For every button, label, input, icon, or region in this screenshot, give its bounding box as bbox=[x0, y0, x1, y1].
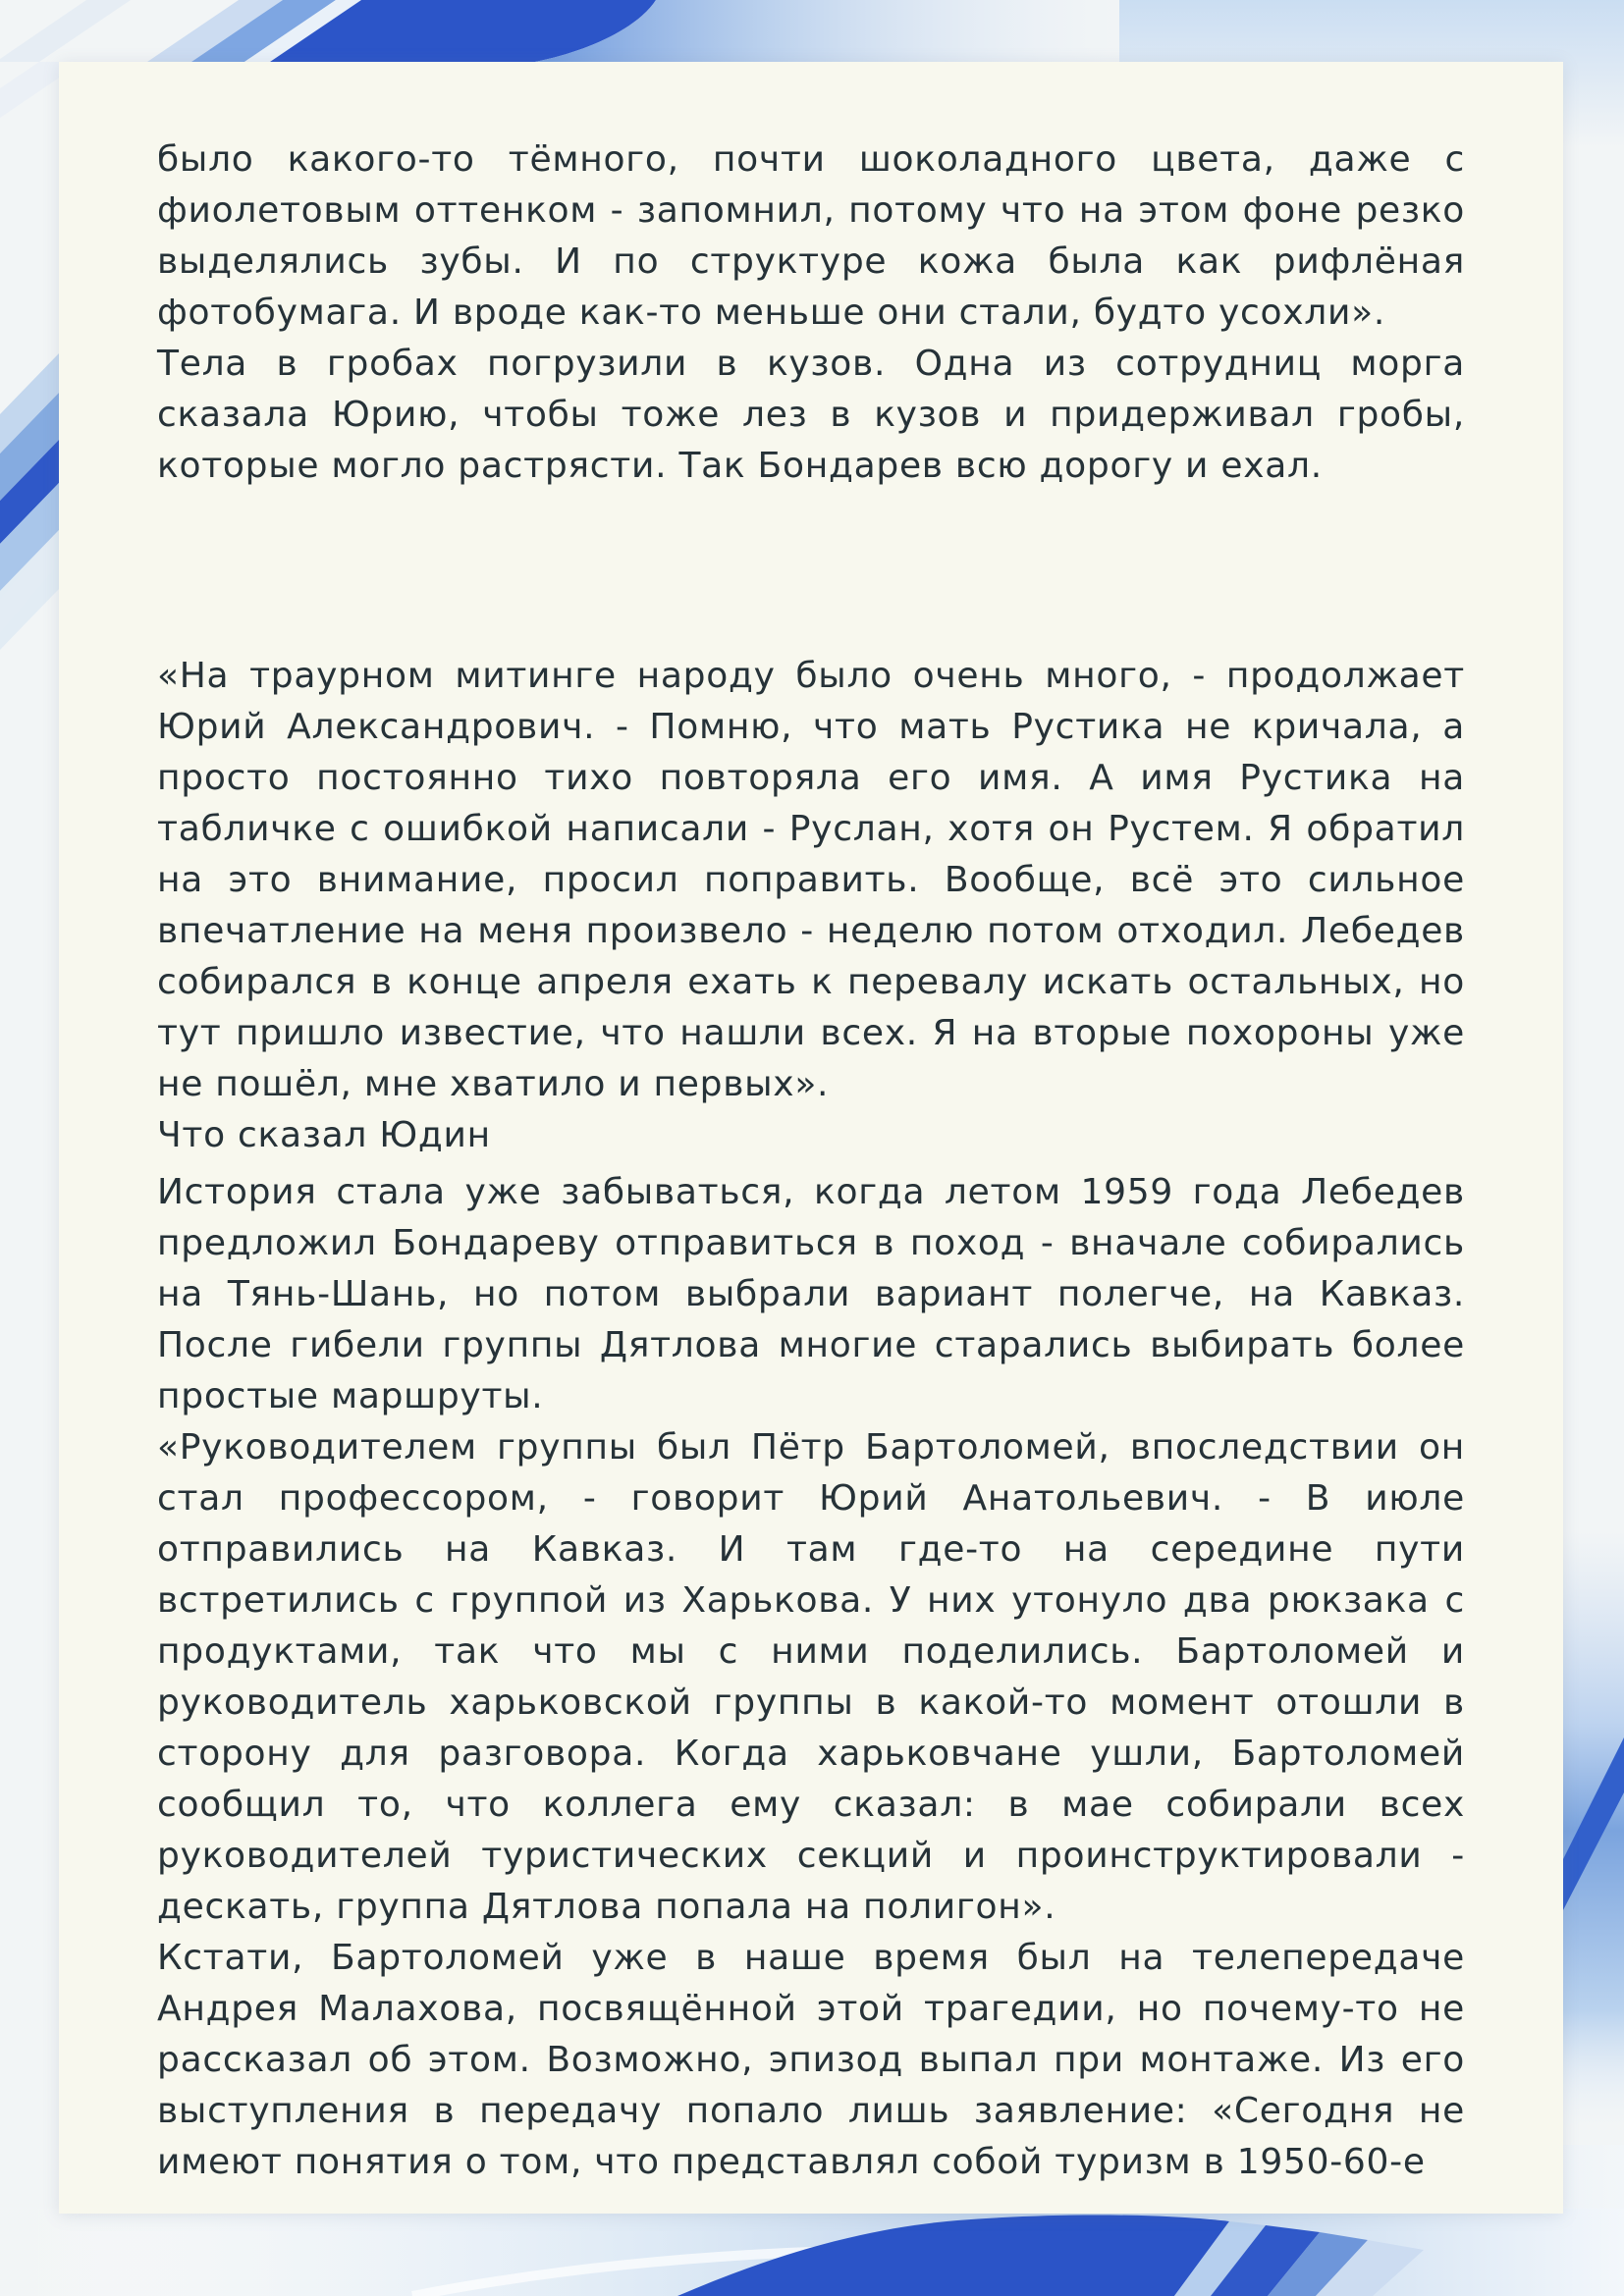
paragraph: История стала уже забываться, когда летом 1959 года Лебедев предложил Бондареву отправиться в поход - вначале собирались на Тянь-Шань, но потом выбрали вариант полегче, на Кавказ. После гибели группы Дятлова многие старались выбирать более простые маршруты. bbox=[157, 1172, 1465, 1416]
paragraph: Тела в гробах погрузили в кузов. Одна из сотрудниц морга сказала Юрию, чтобы тоже лез в кузов и придерживал гробы, которые могло растрясти. Так Бондарев всю дорогу и ехал. bbox=[157, 344, 1465, 486]
left-ribbon-decoration bbox=[0, 353, 59, 650]
section-heading: Что сказал Юдин bbox=[157, 1115, 491, 1155]
paragraph: было какого-то тёмного, почти шоколадного цвета, даже с фиолетовым оттенком - запомнил, потому что на этом фоне резко выделялись зубы. И по структуре кожа была как рифлёная фотобумага. И вроде как-то меньше они стали, будто усохли». bbox=[157, 139, 1465, 333]
paragraph: «Руководителем группы был Пётр Бартоломей, впоследствии он стал профессором, - говорит Юрий Анатольевич. - В июле отправились на Кавказ. И там где-то на середине пути встретились с группой из Харькова. У них утонуло два рюкзака с продуктами, так что мы с ними поделились. Бартоломей и руководитель харьковской группы в какой-то момент отошли в сторону для разговора. Когда харьковчане ушли, Бартоломей сообщил то, что коллега ему сказал: в мае собирали всех руководителей туристических секций и проинструктировали - дескать, группа Дятлова попала на полигон». bbox=[157, 1427, 1465, 1927]
paragraph: «На траурном митинге народу было очень много, - продолжает Юрий Александрович. - Помню, что мать Рустика не кричала, а просто постоянно тихо повторяла его имя. А имя Рустика на табличке с ошибкой написали - Руслан, хотя он Рустем. Я обратил на это внимание, просил поправить. Вообще, всё это сильное впечатление на меня произвело - неделю потом отходил. Лебедев собирался в конце апреля ехать к перевалу искать остальных, но тут пришло известие, что нашли всех. Я на вторые похороны уже не пошёл, мне хватило и первых». bbox=[157, 656, 1465, 1104]
paragraph: Кстати, Бартоломей уже в наше время был на телепередаче Андрея Малахова, посвящённой этой трагедии, но почему-то не рассказал об этом. Возможно, эпизод выпал при монтаже. Из его выступления в передачу попало лишь заявление: «Сегодня не имеют понятия о том, что представлял собой туризм в 1950-60-е bbox=[157, 1938, 1465, 2182]
right-ribbon-decoration bbox=[1556, 1531, 1624, 2130]
article-panel bbox=[59, 62, 1563, 2214]
text-column bbox=[59, 62, 1563, 2188]
